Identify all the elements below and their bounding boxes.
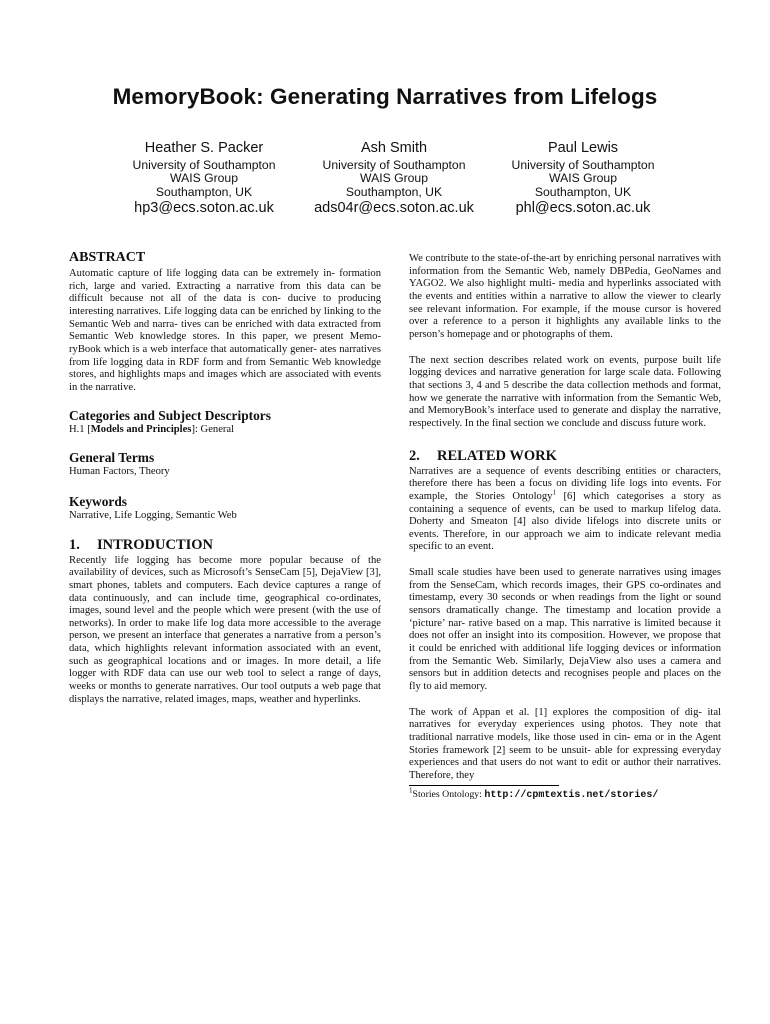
abstract-heading: ABSTRACT	[69, 250, 146, 265]
contribution-paragraph: We contribute to the state-of-the-art by enriching personal narratives with information from the Semantic Web, namely DBPedia, GeoNames and YAGO2. We also highlight multi- media and hyperlinks associated with the events and entities within a narrative to allow the viewer to clearly see relevant information. For example, if the mouse cursor is hovered over a reference to a person it highlights any available links to the person’s homepage and or photographs of them.	[409, 253, 721, 340]
author-location: Southampton, UK	[345, 184, 443, 199]
related-work-paragraph-3: The work of Appan et al. [1] explores the composition of dig- ital narratives for everyday experiences using photos. They note that traditional narrative models, like those used in cin- ema or in the Agent Stories framework [2] seem to be unsuit- able for expressing everyday experiences and that users do not want to edit or author their narratives. Therefore, they	[409, 706, 721, 781]
related-work-paragraph-1: Narratives are a sequence of events describing entities or characters, therefore there has been a focus on dividing life logs into events. For example, the Stories Ontology$^1$ [6] which categorises a story as containing a sequence of events, can be used to markup lifelog data. Doherty and Smeaton [4] also divide lifelogs into discrete units or events. Therefore, in our approach we aim to indicate relevant media specific to an event.	[409, 465, 721, 553]
introduction-heading: 1. INTRODUCTION	[69, 536, 214, 553]
author-email: phl@ecs.soton.ac.uk	[515, 200, 651, 217]
footnote-mark[interactable]: 1	[552, 488, 556, 497]
author-block-3	[463, 140, 703, 217]
introduction-text: Recently life logging has become more popular because of the availability of devices, such as Microsoft’s SenseCam [5], DejaView [3], smart phones, tablets and computers. Each device captures a range of data continuously, and can include time, geographical co-ordinates, images, sound level and the people which were present (with the use of networks). In order to make life log data more accessible to the average person, we present an interface that generates a narrative from a person’s data, which highlights relevant information associated with an event, such as geographical locations and or images. In more detail, a life logger with RDF data can use our web tool to select a range of days, weeks or months to generate narratives. Our tool outputs a web page that displays the narrative, related images, maps, weather and hyperlinks.	[69, 554, 381, 705]
author-affiliation: University of Southampton	[322, 158, 466, 172]
author-email: ads04r@ecs.soton.ac.uk	[314, 200, 474, 217]
related-work-heading: 2. RELATED WORK	[409, 447, 557, 464]
footnote-divider	[409, 785, 559, 786]
author-name: Ash Smith	[360, 140, 428, 156]
author-location: Southampton, UK	[534, 184, 632, 199]
general-terms-heading: General Terms	[69, 450, 155, 466]
author-group: WAIS Group	[549, 171, 617, 186]
categories-bold: Models and Principles	[90, 423, 192, 435]
related-work-paragraph-2: Small scale studies have been used to generate narratives using images from the SenseCam, which records images, their GPS co-ordinates and timestamp, every 30 seconds or when readings from the light or sound sensors dramatically change. The timestamp and location provide a ‘picture’ nar- rative based on a map. This narrative is limited because it does not offer an insight into its composition. However, we propose that it could be enriched with additional life logging devices or information from the Semantic Web. Similarly, DejaView also uses a camera and sensors but in addition detects and recognises people and places on the fly to aid memory.	[409, 567, 721, 693]
footnote: $^1$Stories Ontology: http://cpmtextis.net/stories/	[409, 786, 659, 801]
keywords-heading: Keywords	[69, 493, 128, 509]
author-email: hp3@ecs.soton.ac.uk	[134, 200, 274, 217]
footnote-url[interactable]: http://cpmtextis.net/stories/	[484, 789, 659, 801]
author-group: WAIS Group	[170, 171, 238, 186]
general-terms-text: Human Factors, Theory	[69, 466, 170, 478]
author-group: WAIS Group	[360, 171, 428, 186]
author-affiliation: University of Southampton	[132, 158, 276, 172]
keywords-text: Narrative, Life Logging, Semantic Web	[69, 509, 237, 521]
author-name: Heather S. Packer	[144, 140, 264, 156]
categories-heading: Categories and Subject Descriptors	[69, 407, 271, 423]
author-name: Paul Lewis	[547, 140, 619, 156]
abstract-text: Automatic capture of life logging data can be extremely in- formation rich, large and varied. Extracting a narrative from this data can be difficult because not all of the data is con- ducive to producing interesting narratives. Life logging data can be enriched by linking to the Semantic Web and narra- tives can be enriched with data extracted from Semantic Web knowledge stores. In this paper, we present Memo- ryBook which is a web interface that automatically gener- ates narratives from life logging data in RDF form and from Semantic Web knowledge stores, and highlights maps and images which are associated with events in the narrative.	[69, 268, 381, 393]
categories-text: H.1 [Models and Principles]: General	[69, 423, 235, 435]
paper-title: MemoryBook: Generating Narratives from Lifelogs	[112, 84, 658, 109]
left-column	[69, 250, 381, 719]
outline-paragraph: The next section describes related work on events, purpose built life logging devices and narrative generation for large scale data. Following that sections 3, 4 and 5 describe the data collection methods and format, how we generate the narrative with information from the Semantic Web, and MemoryBook’s interface used to generate and display the narrative, respectively. In the final section we conclude and discuss future work.	[409, 354, 721, 429]
author-location: Southampton, UK	[155, 184, 253, 199]
right-column	[409, 253, 721, 802]
author-affiliation: University of Southampton	[511, 158, 655, 172]
